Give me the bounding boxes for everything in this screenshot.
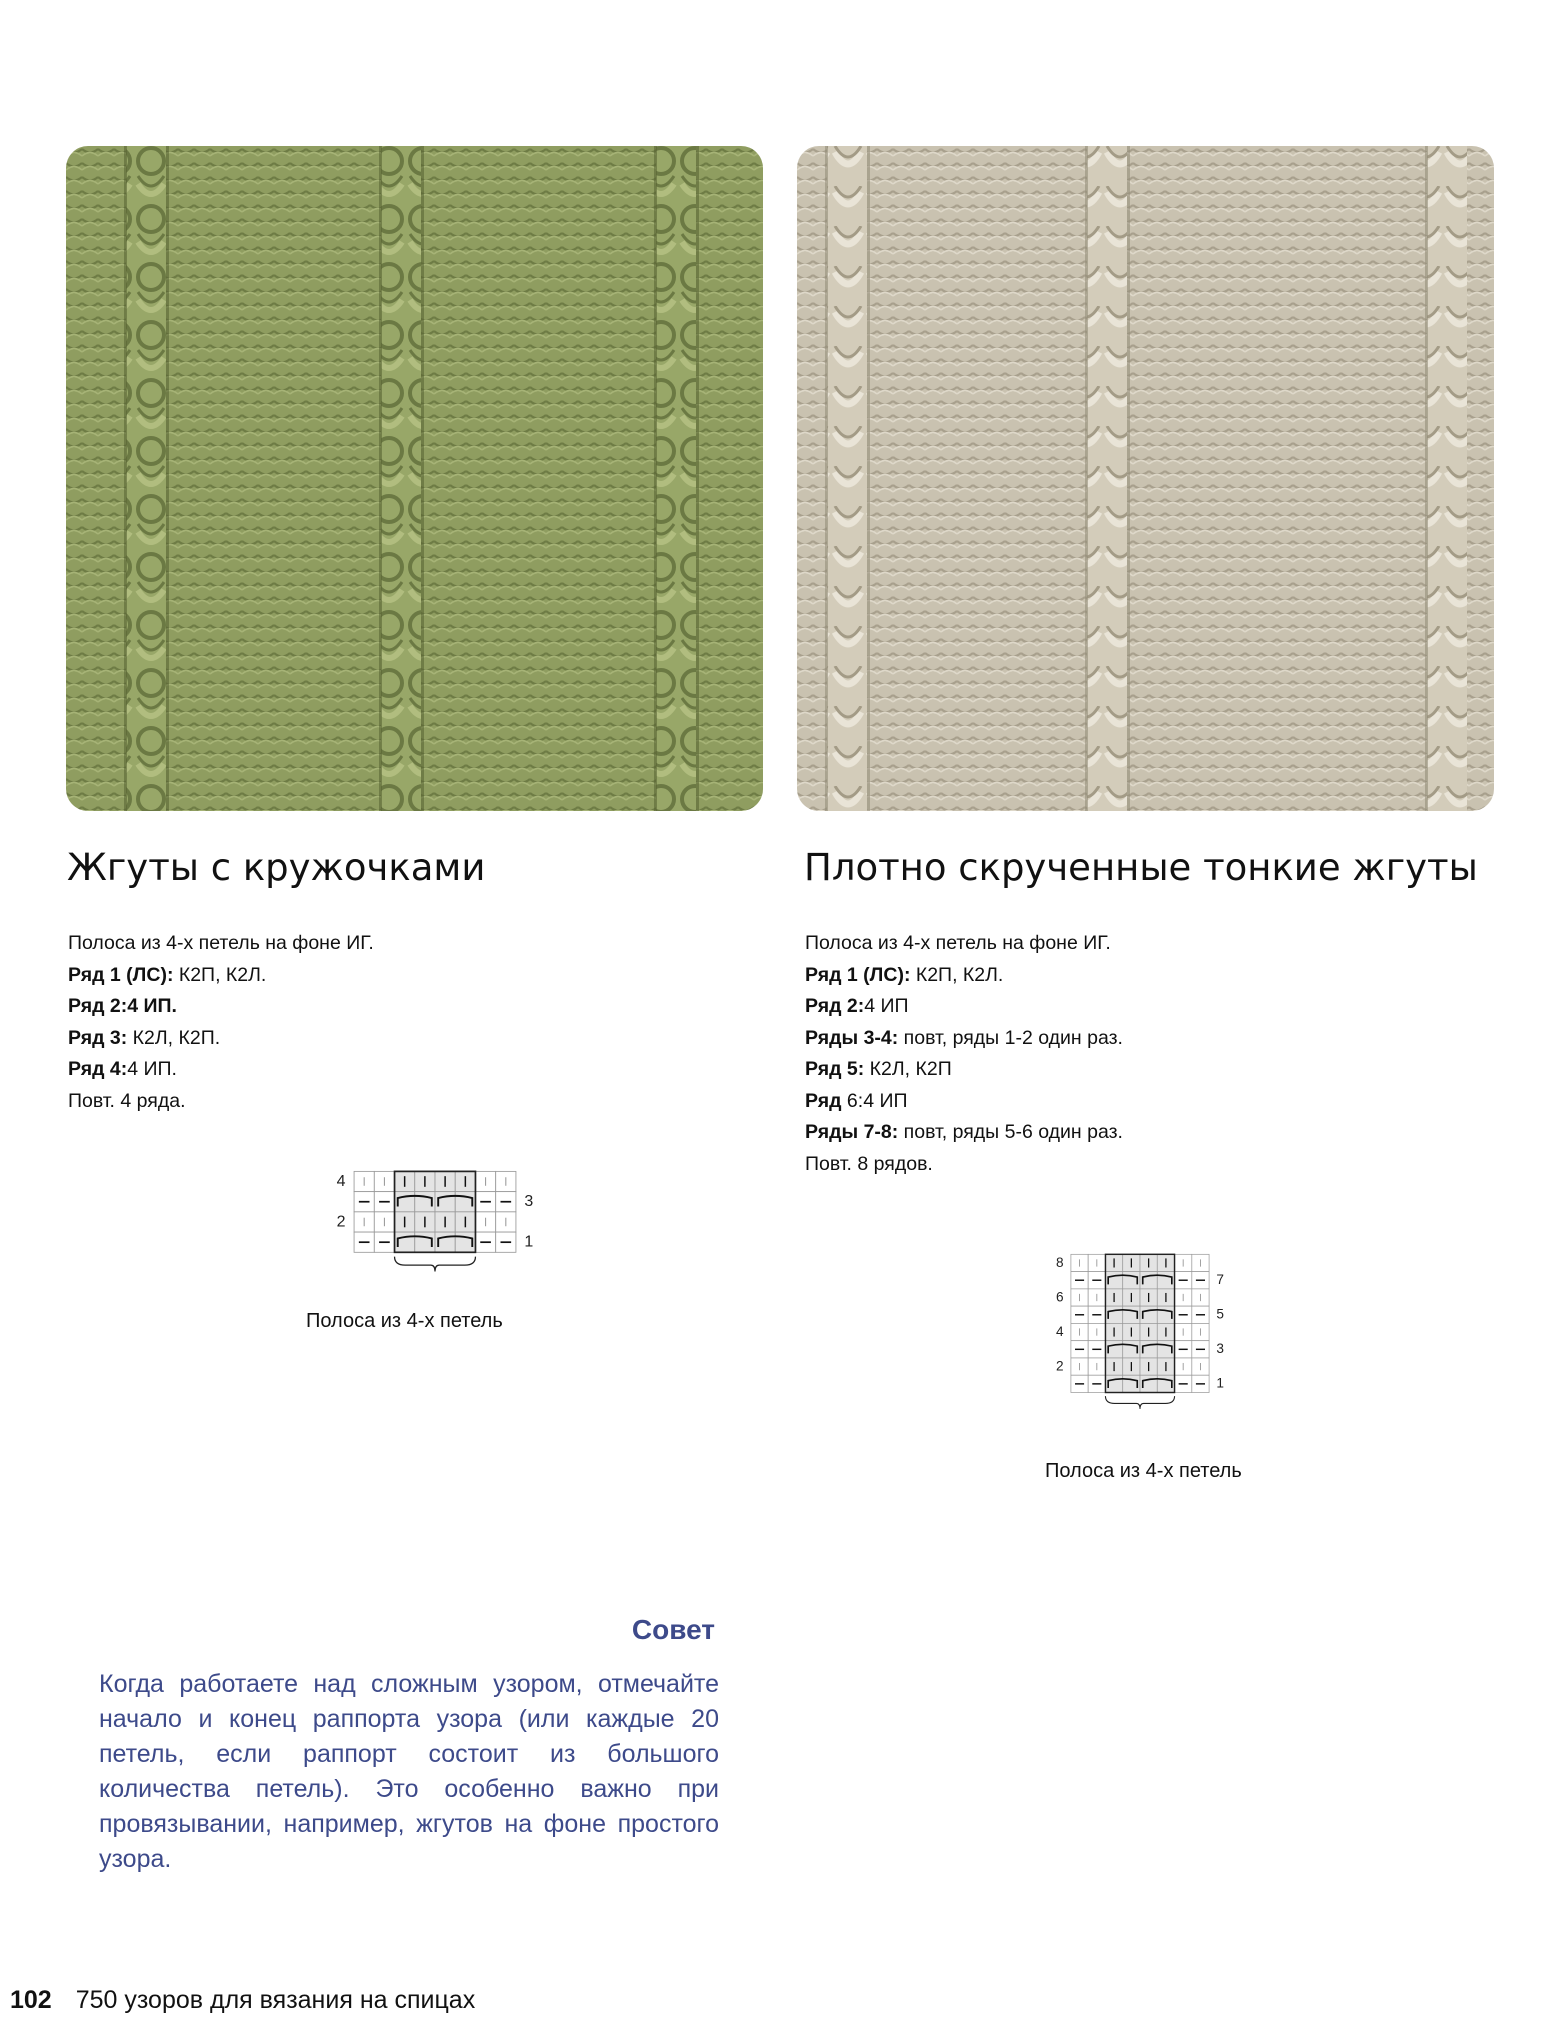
instruction-line: Ряд 5: К2Л, К2П <box>805 1058 952 1080</box>
chart-row-label: 1 <box>1216 1375 1224 1391</box>
chart-row-label: 5 <box>1216 1306 1224 1322</box>
instruction-line: Ряды 3-4: повт, ряды 1-2 один раз. <box>805 1026 1123 1049</box>
chart-row-label: 2 <box>1056 1358 1064 1374</box>
instruction-line: Полоса из 4-х петель на фоне ИГ. <box>805 932 1111 954</box>
chart-caption-left: Полоса из 4-х петель <box>306 1310 503 1332</box>
pattern-instructions-left <box>68 928 374 1117</box>
pattern-title-right: Плотно скрученные тонкие жгуты <box>804 846 1478 889</box>
tip-text: Когда работаете над сложным узором, отмечайте начало и конец раппорта узора (или каждые 20 петель, если раппорт состоит из большого количества петель). Это особенно важно при провязывании, например, жгутов на фоне простого узора. <box>99 1670 719 1873</box>
chart-row-label: 3 <box>524 1193 534 1211</box>
instruction-line: Ряд 4:4 ИП. <box>68 1058 177 1080</box>
chart-row-label: 4 <box>1056 1323 1064 1339</box>
swatch-photo-twisted-thin-cables <box>797 146 1494 811</box>
page-footer <box>10 1986 475 2015</box>
page-number: 102 <box>10 1986 52 2014</box>
instruction-line: Ряд 1 (ЛС): К2П, К2Л. <box>805 963 1004 986</box>
chart-caption-right: Полоса из 4-х петель <box>1045 1460 1242 1482</box>
swatch-photo-cables-with-circles <box>66 146 763 811</box>
chart-row-label: 8 <box>1056 1254 1064 1270</box>
instruction-line: Повт. 4 ряда. <box>68 1089 186 1112</box>
instruction-line: Ряд 2:4 ИП. <box>68 995 177 1017</box>
instruction-line: Повт. 8 рядов. <box>805 1152 933 1175</box>
chart-row-label: 4 <box>336 1172 346 1190</box>
instruction-line: Ряд 6:4 ИП <box>805 1089 908 1112</box>
tip-heading: Совет <box>631 1614 715 1645</box>
pattern-title-left: Жгуты с кружочками <box>67 846 486 889</box>
instruction-line: Ряд 2:4 ИП <box>805 995 909 1017</box>
pattern-instructions-right <box>805 928 1123 1180</box>
book-title: 750 узоров для вязания на спицах <box>75 1986 476 2014</box>
chart-row-label: 7 <box>1216 1272 1224 1288</box>
instruction-line: Ряд 1 (ЛС): К2П, К2Л. <box>68 963 267 986</box>
chart-row-label: 3 <box>1216 1341 1224 1357</box>
stitch-chart-right <box>1040 1240 1240 1425</box>
stitch-chart-left <box>300 1165 570 1280</box>
chart-row-label: 2 <box>336 1213 346 1231</box>
chart-row-label: 1 <box>524 1233 534 1251</box>
instruction-line: Полоса из 4-х петель на фоне ИГ. <box>68 932 374 954</box>
chart-row-label: 6 <box>1056 1289 1064 1305</box>
instruction-line: Ряды 7-8: повт, ряды 5-6 один раз. <box>805 1121 1123 1143</box>
instruction-line: Ряд 3: К2Л, К2П. <box>68 1026 221 1049</box>
